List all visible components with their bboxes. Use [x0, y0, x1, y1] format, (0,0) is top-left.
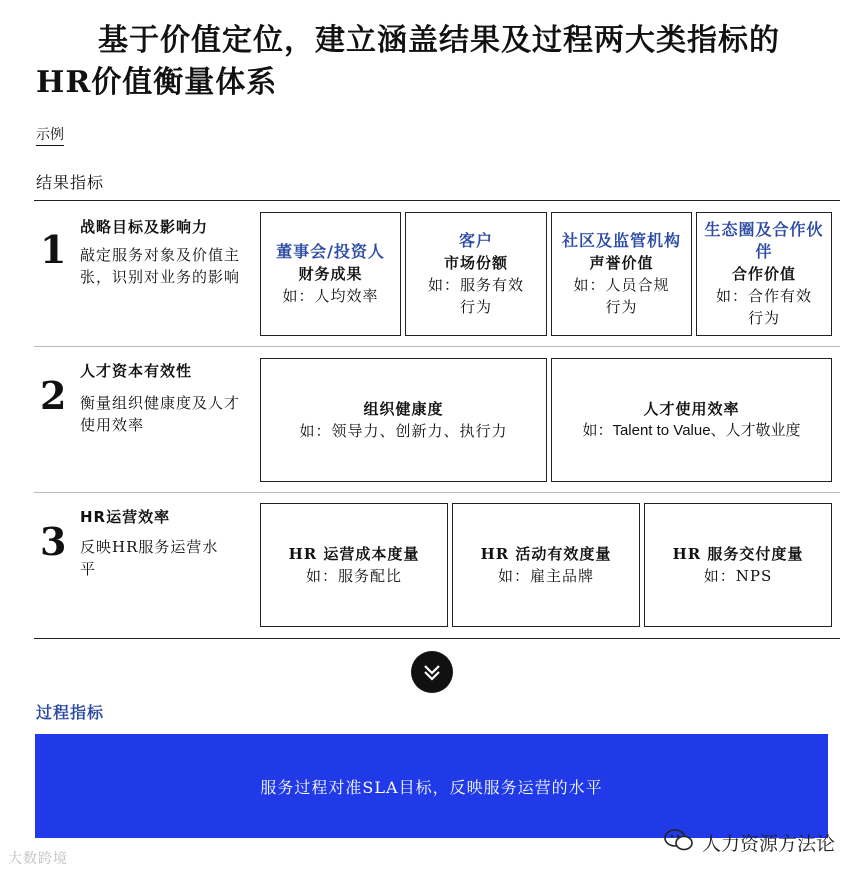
row-1-title: 战略目标及影响力 [80, 218, 209, 236]
card-example: 如：人员合规行为 [573, 276, 670, 316]
page-title-line-2: HR价值衡量体系 [36, 65, 278, 100]
example-tag: 示例 [36, 124, 64, 146]
divider [34, 200, 840, 201]
row-3-number: 3 [40, 519, 67, 564]
wechat-icon [664, 828, 694, 857]
card-subtitle: HR 服务交付度量 [672, 545, 804, 563]
watermark-right-text: 人力资源方法论 [701, 833, 835, 855]
card-talent-efficiency [551, 358, 832, 482]
card-example: 如：领导力、创新力、执行力 [299, 422, 508, 440]
card-subtitle: 组织健康度 [363, 400, 444, 418]
divider [34, 638, 840, 639]
page-title-line-1: 基于价值定位，建立涵盖结果及过程两大类指标的 [98, 23, 780, 58]
row-2-number: 2 [40, 373, 67, 418]
row-2-description: 衡量组织健康度及人才使用效率 [80, 394, 241, 434]
card-example: 如：服务配比 [305, 567, 402, 585]
process-banner [35, 734, 828, 838]
watermark-right [664, 828, 835, 857]
row-1-description: 敲定服务对象及价值主张，识别对业务的影响 [80, 246, 241, 286]
card-org-health [260, 358, 547, 482]
divider [34, 346, 840, 347]
double-chevron-down-icon[interactable] [411, 651, 453, 693]
card-subtitle: 市场份额 [443, 254, 508, 272]
card-hr-cost [260, 503, 448, 627]
row-3-title: HR运营效率 [80, 508, 171, 526]
card-heading: 生态圈及合作伙伴 [704, 220, 824, 261]
card-example: 如：Talent to Value、人才敬业度 [582, 422, 801, 439]
card-heading: 董事会/投资人 [276, 242, 385, 261]
card-subtitle: 人才使用效率 [643, 400, 740, 418]
card-hr-activity [452, 503, 640, 627]
process-section-label: 过程指标 [36, 703, 105, 722]
result-section-label: 结果指标 [36, 173, 105, 192]
card-board-investors [260, 212, 401, 336]
card-example: 如：人均效率 [282, 287, 379, 305]
card-example: 如：NPS [703, 567, 773, 585]
card-example: 如：合作有效行为 [715, 287, 812, 327]
page-title [36, 20, 846, 104]
card-community-regulators [551, 212, 692, 336]
row-1-number: 1 [40, 227, 67, 272]
card-subtitle: 合作价值 [731, 265, 796, 283]
card-subtitle: 财务成果 [298, 265, 363, 283]
card-example: 如：服务有效行为 [427, 276, 524, 316]
card-customers [405, 212, 547, 336]
row-2-title: 人才资本有效性 [80, 362, 193, 380]
card-heading: 客户 [458, 231, 493, 250]
process-banner-text: 服务过程对准SLA目标，反映服务运营的水平 [260, 777, 603, 797]
row-3-description: 反映HR服务运营水平 [80, 538, 219, 578]
card-subtitle: 声誉价值 [589, 254, 654, 272]
card-example: 如：雇主品牌 [497, 567, 594, 585]
watermark-left: 大数跨境 [8, 851, 68, 867]
card-subtitle: HR 活动有效度量 [480, 545, 612, 563]
card-ecosystem-partners [696, 212, 832, 336]
divider [34, 492, 840, 493]
card-hr-delivery [644, 503, 832, 627]
card-heading: 社区及监管机构 [561, 231, 681, 250]
card-subtitle: HR 运营成本度量 [288, 545, 420, 563]
